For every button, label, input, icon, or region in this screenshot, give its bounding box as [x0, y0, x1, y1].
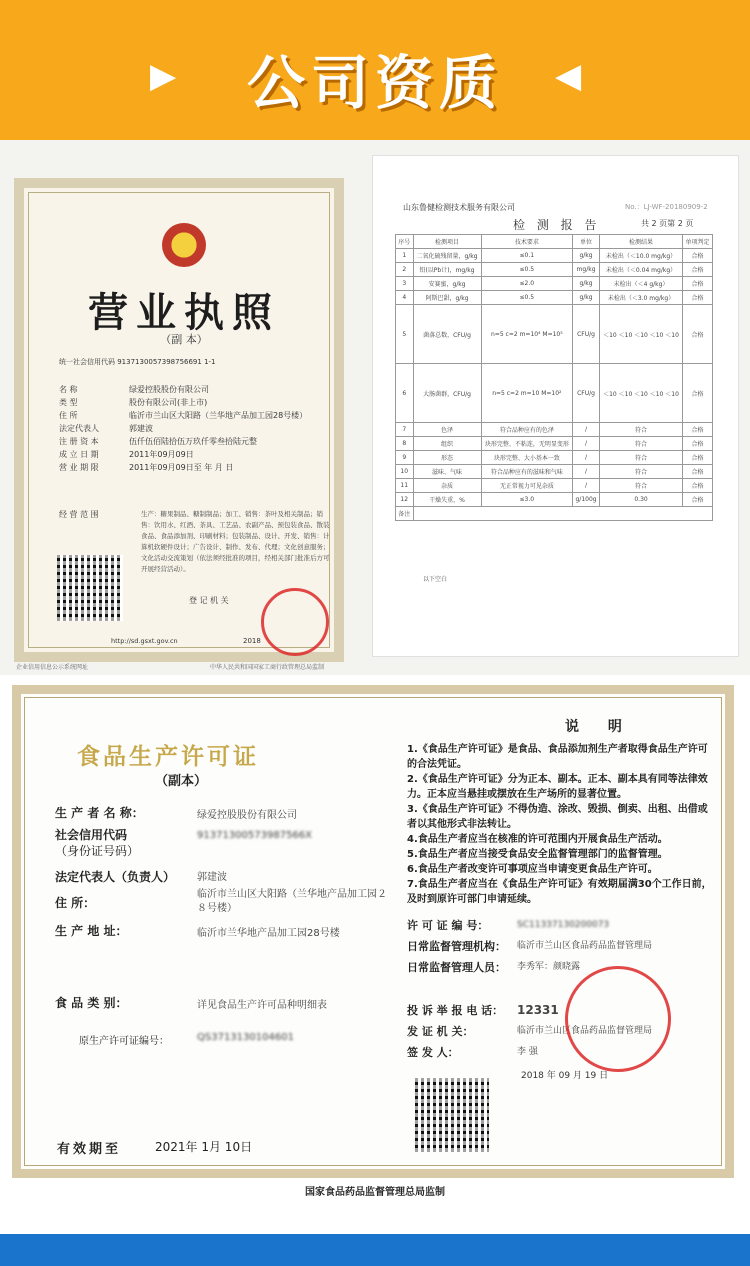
- address-label: 住 所：: [55, 896, 96, 910]
- license-row: 名 称 绿爱控股股份有限公司: [59, 385, 209, 394]
- food-license-title: 食品生产许可证: [77, 743, 259, 770]
- license-row: 类 型 股份有限公司(非上市): [59, 398, 208, 407]
- report-title: 检 测 报 告: [513, 218, 601, 232]
- report-row: 2 铅(以Pb计)，mg/kg ≤0.5 mg/kg 未检出（＜0.04 mg/kg） 合格: [396, 263, 713, 277]
- explanation-item: 5.食品生产者应当接受食品安全监督管理部门的监督管理。: [407, 849, 668, 860]
- license-subtitle: （副 本）: [160, 333, 208, 346]
- food-production-license: [12, 685, 734, 1178]
- header-banner: [0, 0, 750, 140]
- expiry-value: 2021年 1月 10日: [155, 1140, 253, 1154]
- producer-value: 绿爱控股股份有限公司: [197, 810, 297, 821]
- address-value: 临沂市兰山区大阳路（兰华地产品加工园２８号楼）: [197, 889, 387, 914]
- license-details: [407, 918, 717, 1066]
- license-registration-authority: 登 记 机 关: [189, 596, 229, 605]
- arrow-right-icon: ▶: [150, 56, 177, 96]
- license-row: 营 业 期 限 2011年09月09日至 年 月 日: [59, 463, 234, 472]
- report-row: 5 菌落总数，CFU/g n=5 c=2 m=10⁴ M=10⁵ CFU/g ＜10 ＜10 ＜10 ＜10 ＜10 合格: [396, 305, 713, 364]
- bottom-band: [0, 1234, 750, 1266]
- business-license: [14, 178, 344, 662]
- license-url: http://sd.gsxt.gov.cn: [111, 637, 178, 645]
- red-seal-icon: [261, 588, 329, 656]
- license-row: 注 册 资 本 伍仟伍佰陆拾伍万玖仟零叁拾陆元整: [59, 437, 257, 446]
- banner-title: 公司资质: [246, 49, 503, 117]
- qr-code-icon: [57, 555, 123, 621]
- explanation-item: 3.《食品生产许可证》不得伪造、涂改、毁损、倒卖、出租、出借或者以其他形式非法转让。: [407, 804, 708, 830]
- detail-row: 许 可 证 编 号： SC11337130200073: [407, 919, 610, 932]
- qr-code-icon: [415, 1078, 489, 1152]
- report-row: 9 形态 块形完整、大小基本一致 / 符合 合格: [396, 451, 713, 465]
- detail-row: 日常监督管理人员： 李秀军：颜晓露: [407, 961, 581, 974]
- food-license-footer: 国家食品药品监督管理总局监制: [305, 1187, 445, 1198]
- license-row: 法定代表人 郭建波: [59, 424, 153, 433]
- explanation-item: 6.食品生产者改变许可事项应当申请变更食品生产许可。: [407, 864, 658, 875]
- food-license-frame: [24, 697, 722, 1166]
- food-license-subtitle: （副本）: [155, 774, 208, 789]
- license-year: 2018: [243, 637, 261, 645]
- expiry-label: 有效期至: [57, 1142, 122, 1157]
- report-row: 11 杂质 无正常视力可见杂质 / 符合 合格: [396, 479, 713, 493]
- explanation-item: 1.《食品生产许可证》是食品、食品添加剂生产者取得食品生产许可的合法凭证。: [407, 744, 708, 770]
- license-row: 成 立 日 期 2011年09月09日: [59, 450, 194, 459]
- explanation-item: 2.《食品生产许可证》分为正本、副本。正本、副本具有同等法律效力。正本应当悬挂或摆放在生产场所的显著位置。: [407, 774, 708, 800]
- red-seal-icon: [565, 966, 671, 1072]
- report-page: 共 2 页第 2 页: [641, 219, 694, 228]
- original-license-label: 原生产许可证编号：: [79, 1036, 169, 1047]
- id-number-label: （身份证号码）: [55, 844, 140, 858]
- report-footer: 以下空白: [423, 576, 448, 583]
- issue-date: 2018 年 09 月 19 日: [521, 1071, 609, 1081]
- explanation-item: 4.食品生产者应当在核准的许可范围内开展食品生产活动。: [407, 834, 668, 845]
- legal-rep-value: 郭建波: [197, 872, 227, 883]
- license-footer-left: 企业信用信息公示系统网址: [16, 664, 89, 671]
- report-row: 8 组织 块形完整、不粘连，无明显变形 / 符合 合格: [396, 437, 713, 451]
- explanation-item: 7.食品生产者应当在《食品生产许可证》有效期届满30个工作日前，及时到原许可部门申请延续。: [407, 879, 712, 905]
- arrow-left-icon: ◀: [555, 56, 582, 96]
- production-site-label: 生 产 地 址：: [55, 924, 128, 938]
- report-header-row: 序号 检测项目 技术要求 单位 检测结果 单项判定: [396, 235, 713, 249]
- credit-code-value: 91371300573987566X: [197, 830, 313, 841]
- producer-label: 生 产 者 名 称：: [55, 806, 144, 820]
- legal-rep-label: 法定代表人（负责人）: [55, 870, 176, 884]
- license-row: 住 所 临沂市兰山区大阳路（兰华地产品加工园28号楼）: [59, 411, 308, 420]
- license-frame: [28, 192, 330, 648]
- detail-row: 发 证 机 关： 临沂市兰山区食品药品监督管理局: [407, 1025, 653, 1038]
- explanation-title: 说 明: [565, 719, 634, 735]
- license-rows: [59, 383, 329, 474]
- license-scope: 生产：糖果制品、糖制制品；加工、销售：茶叶及相关制品；销售：饮用水、红酒、茶具、工艺品、农副产品、预包装食品、散装食品、食品添加剂、印刷材料；包装制品、设计、开发、销售：计算机软硬件设计；广告设计、制作、发布、代理；文化创意服务；文化活动交流策划（依法须经批准的项目，经相关部门批准后方可开展经营活动）。: [141, 510, 330, 573]
- report-company: 山东鲁健检测技术服务有限公司: [403, 203, 515, 212]
- food-category-value: 详见食品生产许可品种明细表: [197, 1000, 327, 1011]
- detail-row: 日常监督管理机构： 临沂市兰山区食品药品监督管理局: [407, 940, 653, 953]
- detail-row: 投 诉 举 报 电 话： 12331: [407, 1003, 559, 1017]
- credit-code-label: 社会信用代码: [55, 828, 128, 842]
- food-category-label: 食 品 类 别：: [55, 996, 128, 1010]
- national-emblem-icon: [162, 223, 206, 267]
- report-row: 3 安赛蜜，g/kg ≤2.0 g/kg 未检出（＜4 g/kg） 合格: [396, 277, 713, 291]
- original-license-value: QS3713130104601: [197, 1032, 294, 1043]
- report-row: 7 色泽 符合品种应有的色泽 / 符合 合格: [396, 423, 713, 437]
- detail-row: 签 发 人： 李 强: [407, 1046, 538, 1059]
- report-row: 1 二氧化硫残留量，g/kg ≤0.1 g/kg 未检出（＜10.0 mg/kg） 合格: [396, 249, 713, 263]
- report-number: No.：LJ-WF-20180909-2: [625, 203, 708, 211]
- license-title: 营业执照: [88, 289, 280, 336]
- report-row: 6 大肠菌群，CFU/g n=5 c=2 m=10 M=10² CFU/g ＜10 ＜10 ＜10 ＜10 ＜10 合格: [396, 364, 713, 423]
- license-credit-code: 统一社会信用代码 9137130057398756691 1-1: [59, 358, 216, 366]
- license-footer-right: 中华人民共和国国家工商行政管理总局监制: [210, 664, 325, 671]
- report-table: [395, 234, 713, 521]
- license-scope-label: 经 营 范 围: [59, 510, 99, 519]
- test-report: [372, 155, 739, 657]
- report-row: 10 滋味、气味 符合品种应有的滋味和气味 / 符合 合格: [396, 465, 713, 479]
- explanation-list: [407, 742, 713, 907]
- report-note-row: 备注: [396, 507, 713, 521]
- report-row: 4 阿斯巴甜，g/kg ≤0.5 g/kg 未检出（＜3.0 mg/kg） 合格: [396, 291, 713, 305]
- report-row: 12 干燥失重，% ≤3.0 g/100g 0.30 合格: [396, 493, 713, 507]
- production-site-value: 临沂市兰华地产品加工园28号楼: [197, 928, 340, 939]
